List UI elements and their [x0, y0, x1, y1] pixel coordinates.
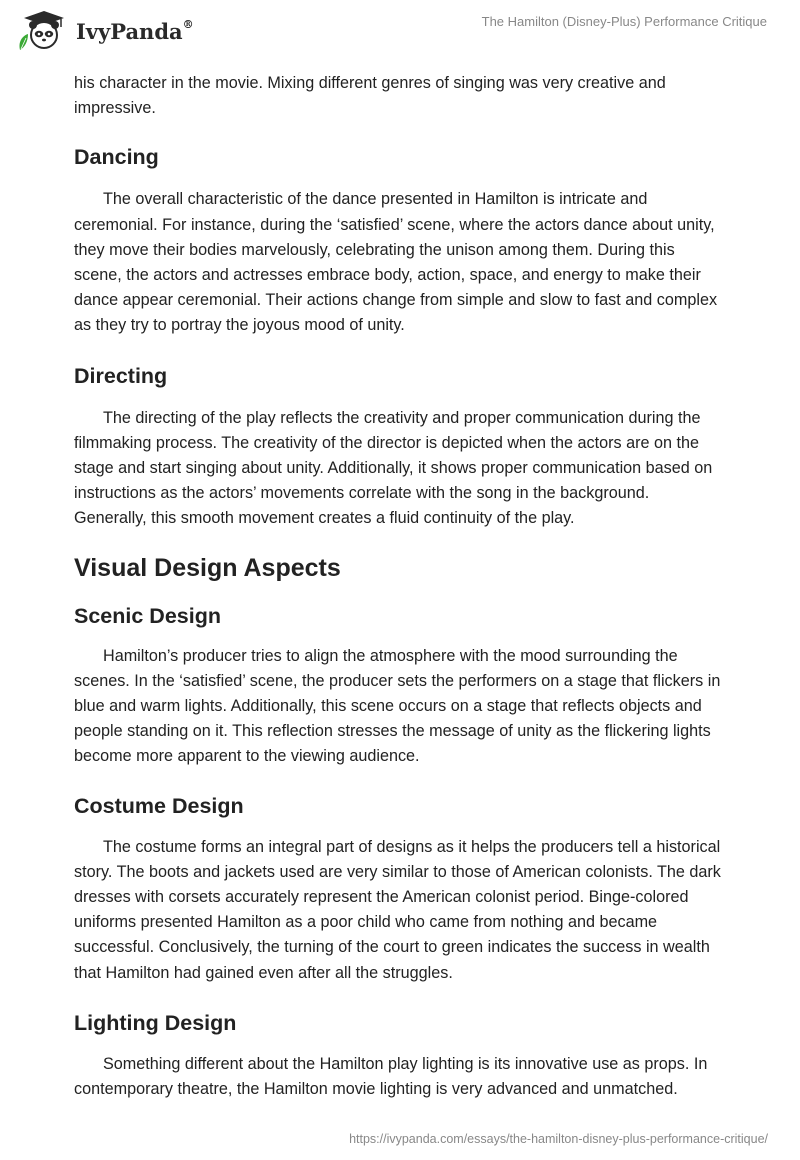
- ivypanda-logo[interactable]: [14, 8, 194, 52]
- heading-visual-design: Visual Design Aspects: [74, 553, 341, 582]
- source-url[interactable]: https://ivypanda.com/essays/the-hamilton-disney-plus-performance-critique/: [349, 1132, 768, 1146]
- heading-lighting-design: Lighting Design: [74, 1010, 237, 1035]
- panda-graduate-icon: [14, 8, 74, 52]
- paragraph-costume-design: The costume forms an integral part of designs as it helps the producers tell a historical story. The boots and jackets used are very similar to those of American colonists. The dark dresses with corsets accurately represent the American colonist period. Binge-colored uniforms presented Hamilton as a poor child who came from nothing and became successful. Conclusively, the turning of the court to green indicates the success in wealth that Hamilton had gained even after all the struggles.: [74, 837, 721, 982]
- brand-name: [76, 19, 194, 44]
- heading-directing: Directing: [74, 363, 168, 388]
- article-content: [74, 71, 726, 1102]
- running-title: The Hamilton (Disney-Plus) Performance Critique: [481, 14, 767, 29]
- paragraph-scenic-design: Hamilton’s producer tries to align the atmosphere with the mood surrounding the scenes. In the ‘satisfied’ scene, the producer sets the performers on a stage that flickers in blue and warm lights. Additionally, this scene occurs on a stage that reflects objects and people standing on it. This reflection stresses the message of unity as the flickering lights become more apparent to the viewing audience.: [74, 646, 721, 766]
- brand-text: IvyPanda: [76, 18, 183, 44]
- paragraph-lighting-design: Something different about the Hamilton play lighting is its innovative use as props. In contemporary theatre, the Hamilton movie lighting is very advanced and unmatched.: [74, 1054, 708, 1099]
- registered-mark: ®: [182, 17, 194, 31]
- paragraph-directing: The directing of the play reflects the creativity and proper communication during the filmmaking process. The creativity of the director is depicted when the actors are on the stage and start singing about unity. Additionally, it shows proper communication based on instructions as the actors’ movements correlate with the song in the background. Generally, this smooth movement creates a fluid continuity of the play.: [74, 408, 713, 528]
- heading-costume-design: Costume Design: [74, 793, 244, 818]
- heading-scenic-design: Scenic Design: [74, 603, 221, 628]
- heading-dancing: Dancing: [74, 145, 159, 170]
- paragraph-dancing: The overall characteristic of the dance presented in Hamilton is intricate and ceremonial. For instance, during the ‘satisfied’ scene, where the actors dance about unity, they move their bodies marvelously, celebrating the unison among them. During this scene, the actors and actresses embrace body, action, space, and energy to make their dance appear ceremonial. Their actions change from simple and slow to fast and complex as they try to portray the joyous mood of unity.: [74, 190, 718, 335]
- page-header: [0, 0, 800, 64]
- intro-paragraph: his character in the movie. Mixing different genres of singing was very creative and impressive.: [74, 74, 666, 118]
